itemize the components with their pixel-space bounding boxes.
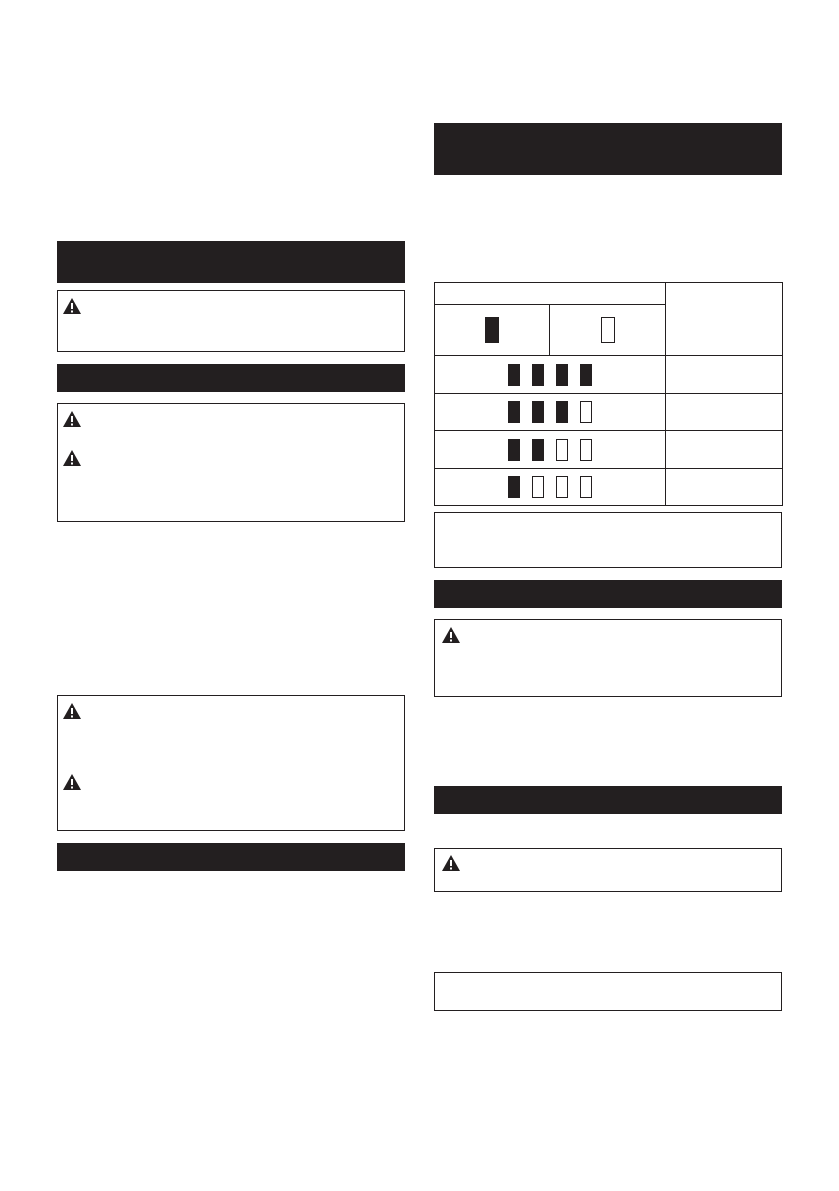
- warning-box-4: [434, 619, 782, 697]
- lit-lamp-icon: [508, 401, 520, 423]
- lit-lamp-icon: [508, 439, 520, 461]
- warning-triangle-icon: [62, 410, 82, 428]
- indicator-row-4: [435, 469, 666, 506]
- battery-indicator-table: [434, 282, 783, 506]
- section-header-bar-2: [57, 364, 405, 392]
- warning-triangle-icon: [62, 773, 82, 791]
- capacity-cell-4: [666, 469, 783, 506]
- off-lamp-icon: [532, 476, 544, 498]
- lit-lamp-icon: [485, 317, 499, 343]
- warning-triangle-icon: [62, 449, 82, 467]
- section-header-bar-5: [434, 580, 782, 608]
- indicator-row-1: [435, 356, 666, 394]
- section-header-bar-3: [57, 843, 405, 871]
- lit-lamp-icon: [532, 364, 544, 386]
- note-box-2: [434, 972, 782, 1011]
- warning-box-3: [57, 695, 405, 831]
- legend-lit-cell: [435, 305, 550, 356]
- warning-triangle-icon: [441, 626, 461, 644]
- warning-triangle-icon: [441, 854, 461, 872]
- capacity-cell-3: [666, 431, 783, 469]
- lit-lamp-icon: [532, 439, 544, 461]
- section-header-bar-6: [434, 786, 782, 814]
- warning-triangle-icon: [62, 297, 82, 315]
- warning-box-1: [57, 290, 405, 352]
- lit-lamp-icon: [556, 364, 568, 386]
- off-lamp-icon: [580, 439, 592, 461]
- lit-lamp-icon: [532, 401, 544, 423]
- capacity-header-cell: [666, 283, 783, 356]
- lit-lamp-icon: [508, 364, 520, 386]
- off-lamp-icon: [556, 439, 568, 461]
- indicator-row-2: [435, 394, 666, 431]
- lit-lamp-icon: [508, 476, 520, 498]
- warning-box-2: [57, 403, 405, 522]
- capacity-cell-1: [666, 356, 783, 394]
- warning-triangle-icon: [62, 702, 82, 720]
- section-header-bar-4: [434, 123, 782, 175]
- capacity-cell-2: [666, 394, 783, 431]
- off-lamp-icon: [556, 476, 568, 498]
- off-lamp-icon: [580, 401, 592, 423]
- off-lamp-icon: [580, 476, 592, 498]
- section-header-bar-1: [57, 241, 405, 283]
- off-lamp-icon: [601, 317, 615, 343]
- legend-off-cell: [550, 305, 666, 356]
- warning-box-5: [434, 848, 782, 892]
- indicator-header-cell: [435, 283, 666, 305]
- lit-lamp-icon: [556, 401, 568, 423]
- indicator-row-3: [435, 431, 666, 469]
- note-box-1: [434, 512, 782, 568]
- lit-lamp-icon: [580, 364, 592, 386]
